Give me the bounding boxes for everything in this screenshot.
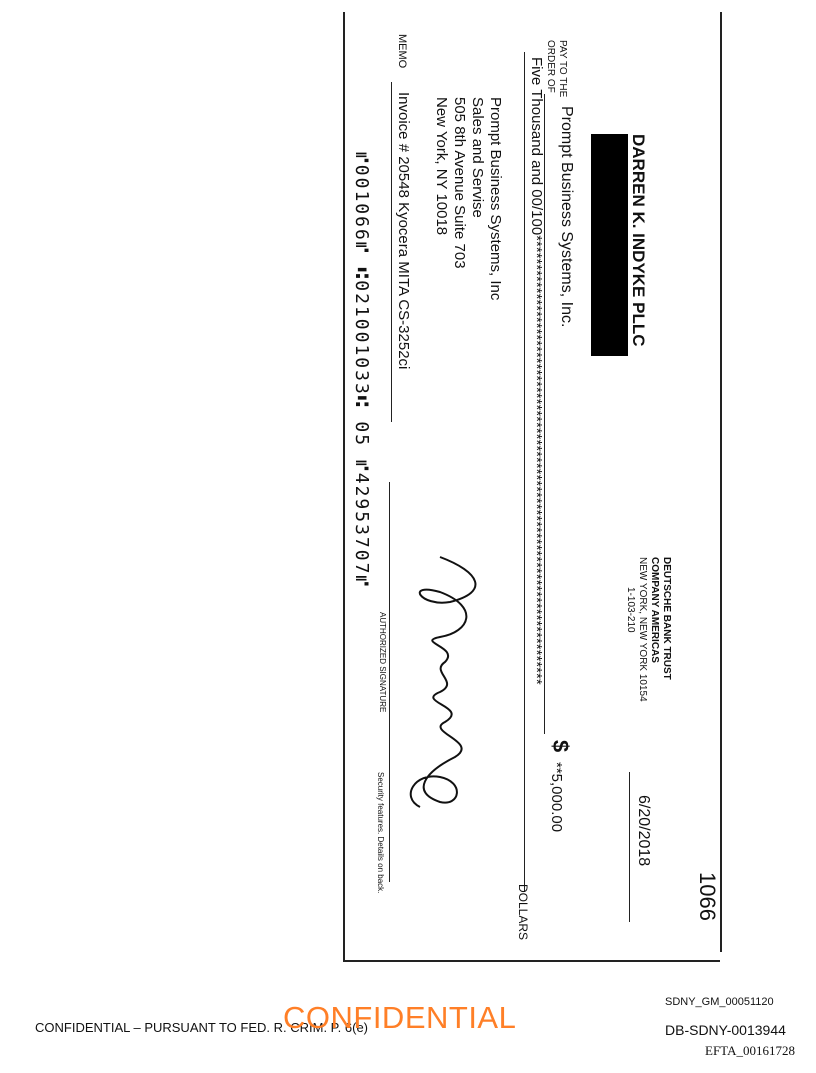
bank-name-line2: COMPANY AMERICAS (649, 557, 660, 663)
dollars-label: DOLLARS (516, 884, 530, 941)
pay-to-label-1: PAY TO THE (557, 40, 568, 98)
memo-text: Invoice # 20548 Kyocera MITA CS-3252ci (395, 92, 412, 370)
bates-number-3: EFTA_00161728 (705, 1043, 795, 1058)
signature-label: AUTHORIZED SIGNATURE (378, 612, 387, 713)
address-line-1: Prompt Business Systems, Inc (487, 97, 504, 301)
redaction-box (591, 134, 628, 356)
amount-words: Five Thousand and 00/100***************************************************************************** (528, 57, 545, 685)
address-line-3: 505 8th Avenue Suite 703 (451, 97, 468, 269)
address-line-4: New York, NY 10018 (433, 97, 450, 236)
signature-line (389, 482, 390, 882)
check-date: 6/20/2018 (635, 795, 652, 867)
bates-number-2: DB-SDNY-0013944 (665, 1022, 786, 1038)
confidential-stamp: CONFIDENTIAL (283, 1000, 517, 1035)
bank-address: NEW YORK, NEW YORK 10154 (637, 557, 648, 702)
bank-name-line1: DEUTSCHE BANK TRUST (661, 557, 672, 680)
check-right-border (344, 960, 720, 962)
payer-name: DARREN K. INDYKE PLLC (629, 134, 648, 347)
amount-words-underline (524, 52, 525, 892)
memo-underline (391, 82, 392, 422)
signature-scribble (390, 552, 500, 812)
security-note: Security features. Details on back. (376, 772, 385, 894)
pay-to-label-2: ORDER OF (545, 40, 556, 93)
currency-symbol: $ (548, 740, 573, 753)
legal-notice: CONFIDENTIAL – PURSUANT TO FED. R. CRIM. P. 6(e) (35, 1020, 369, 1035)
memo-label: MEMO (396, 34, 408, 69)
check-bottom-border (343, 12, 345, 962)
address-line-2: Sales and Servise (469, 97, 486, 218)
check-image (330, 12, 730, 972)
payee-name: Prompt Business Systems, Inc. (558, 106, 575, 328)
check-number: 1066 (695, 872, 720, 921)
amount-numeric: **5,000.00 (548, 762, 565, 833)
routing-fraction: 1-103-210 (625, 587, 636, 633)
micr-line: ⑈001066⑈ ⑆021001033⑆ 05 ⑈42953707⑈ (351, 152, 372, 589)
date-underline (629, 772, 630, 922)
bates-number-1: SDNY_GM_00051120 (665, 996, 774, 1008)
check-top-border (720, 12, 722, 952)
